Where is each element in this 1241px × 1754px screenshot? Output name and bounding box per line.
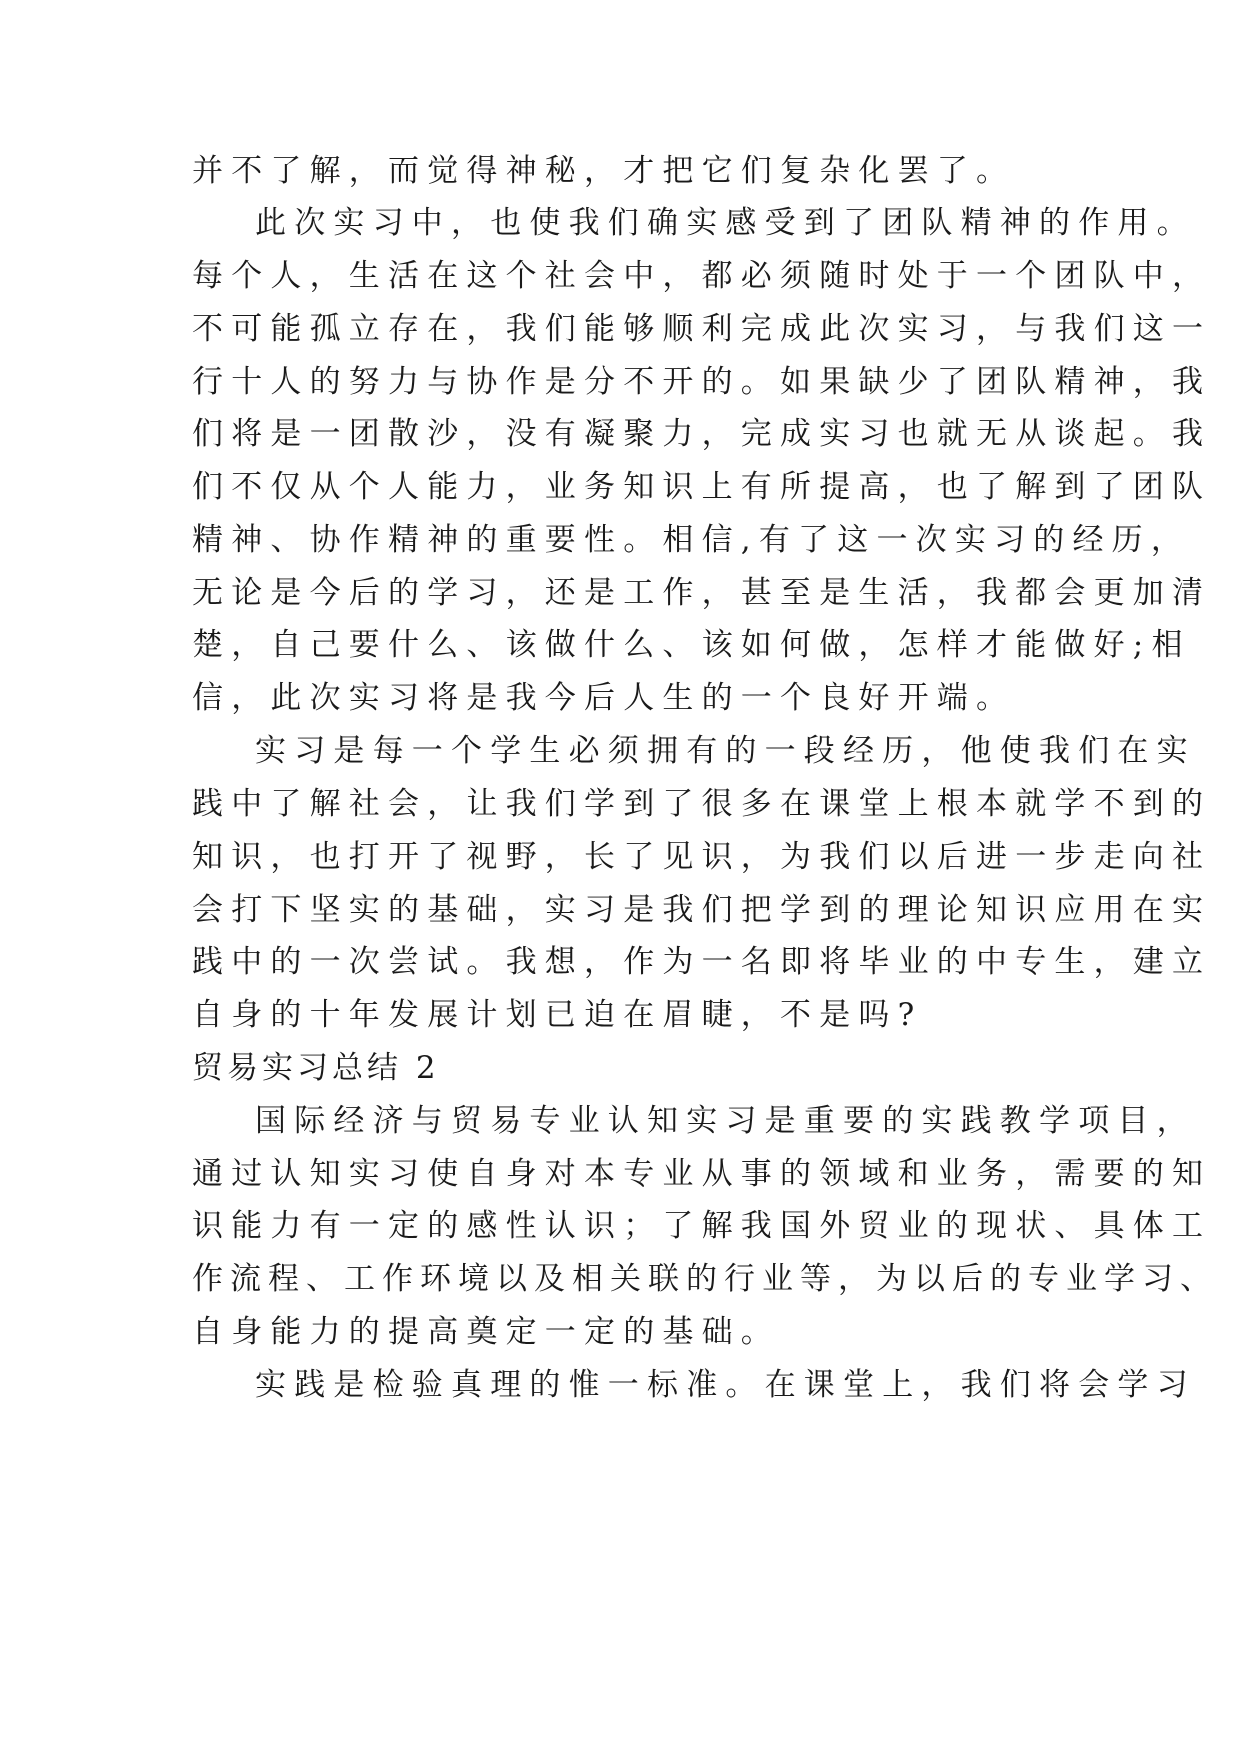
text-line: 作流程、工作环境以及相关联的行业等，为以后的专业学习、 <box>192 1261 1218 1297</box>
text-line: 实践是检验真理的惟一标准。在课堂上，我们将会学习 <box>255 1367 1196 1403</box>
text-line: 行十人的努力与协作是分不开的。如果缺少了团队精神，我 <box>192 364 1212 400</box>
text-line: 精神、协作精神的重要性。相信,有了这一次实习的经历， <box>192 522 1191 558</box>
text-line: 国际经济与贸易专业认知实习是重要的实践教学项目， <box>255 1103 1196 1139</box>
text-line: 自身能力的提高奠定一定的基础。 <box>192 1314 780 1350</box>
text-line: 每个人，生活在这个社会中，都必须随时处于一个团队中， <box>192 258 1212 294</box>
text-line: 自身的十年发展计划已迫在眉睫，不是吗? <box>192 997 923 1033</box>
section-heading: 贸易实习总结 2 <box>192 1050 440 1086</box>
text-line: 识能力有一定的感性认识；了解我国外贸业的现状、具体工 <box>192 1208 1212 1244</box>
text-line: 实习是每一个学生必须拥有的一段经历，他使我们在实 <box>255 733 1196 769</box>
text-line: 们将是一团散沙，没有凝聚力，完成实习也就无从谈起。我 <box>192 416 1212 452</box>
text-line: 不可能孤立存在，我们能够顺利完成此次实习，与我们这一 <box>192 311 1212 347</box>
text-line: 此次实习中，也使我们确实感受到了团队精神的作用。 <box>255 205 1196 241</box>
text-line: 践中的一次尝试。我想，作为一名即将毕业的中专生，建立 <box>192 944 1212 980</box>
text-line: 通过认知实习使自身对本专业从事的领域和业务，需要的知 <box>192 1156 1212 1192</box>
text-line: 会打下坚实的基础，实习是我们把学到的理论知识应用在实 <box>192 892 1212 928</box>
text-line: 们不仅从个人能力，业务知识上有所提高，也了解到了团队 <box>192 469 1212 505</box>
text-line: 无论是今后的学习，还是工作，甚至是生活，我都会更加清 <box>192 575 1212 611</box>
text-line: 楚，自己要什么、该做什么、该如何做，怎样才能做好;相 <box>192 627 1191 663</box>
text-line: 践中了解社会，让我们学到了很多在课堂上根本就学不到的 <box>192 786 1212 822</box>
text-line: 并不了解，而觉得神秘，才把它们复杂化罢了。 <box>192 153 1016 189</box>
text-line: 知识，也打开了视野，长了见识，为我们以后进一步走向社 <box>192 839 1212 875</box>
text-line: 信，此次实习将是我今后人生的一个良好开端。 <box>192 680 1016 716</box>
